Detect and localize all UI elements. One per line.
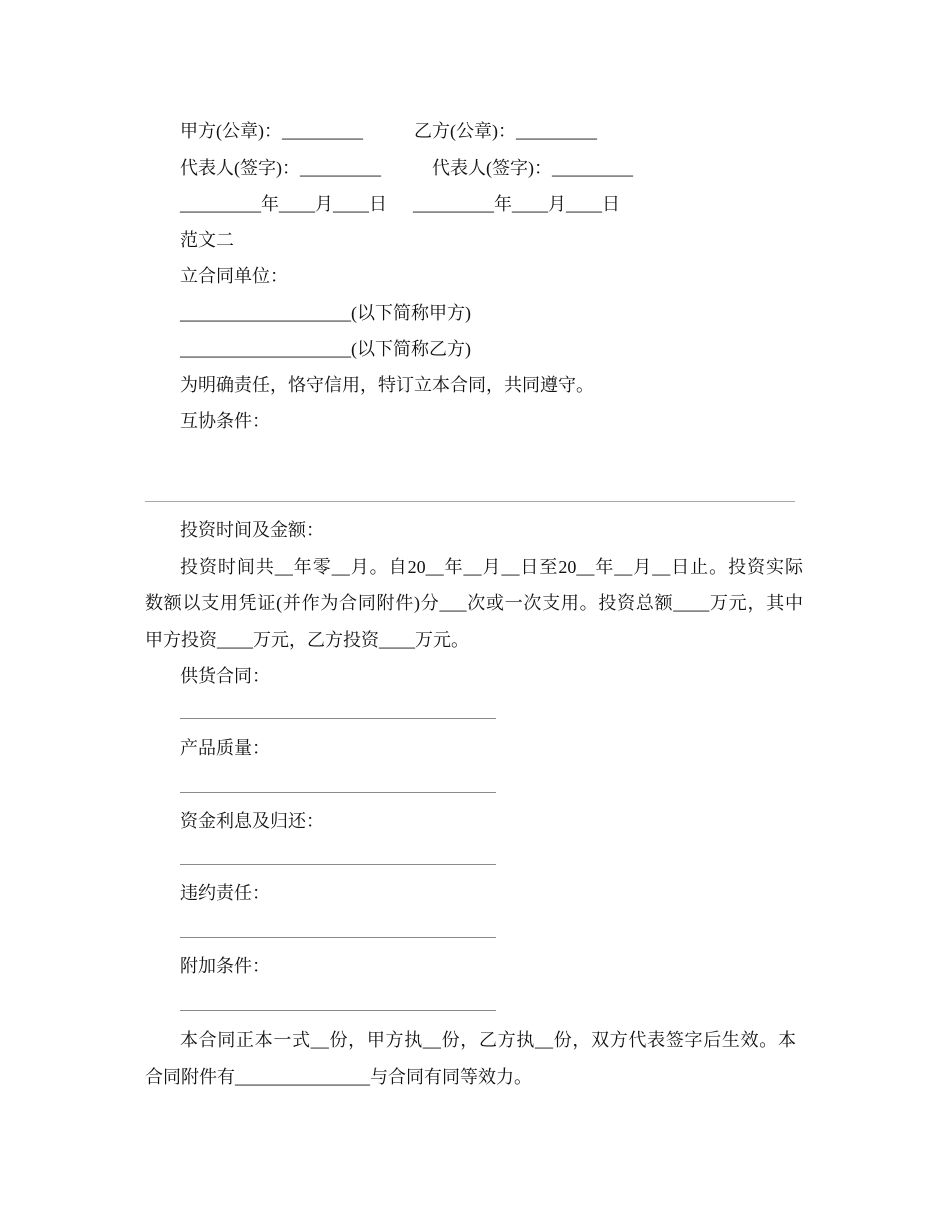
blank-line xyxy=(180,718,496,719)
party-a-seal-field: 甲方(公章)：_________ xyxy=(180,121,363,141)
clause-interest-repayment-label: 资金利息及归还： xyxy=(180,811,324,831)
contracting-parties-label: 立合同单位： xyxy=(180,266,288,286)
party-a-date-field: _________年____月____日 xyxy=(180,194,387,214)
mutual-terms-label: 互协条件： xyxy=(180,411,270,431)
clause-supply-contract-label: 供货合同： xyxy=(180,666,270,686)
blank-line xyxy=(180,792,496,793)
investment-paragraph-line: 甲方投资____万元，乙方投资____万元。 xyxy=(145,630,469,650)
clause-additional-terms-label: 附加条件： xyxy=(180,956,270,976)
party-b-name-line: ___________________(以下简称乙方) xyxy=(180,339,471,359)
party-a-name-line: ___________________(以下简称甲方) xyxy=(180,303,471,323)
contract-preamble: 为明确责任，恪守信用，特订立本合同，共同遵守。 xyxy=(180,375,594,395)
closing-paragraph-line: 本合同正本一式__份，甲方执__份，乙方执__份，双方代表签字后生效。本 xyxy=(180,1030,796,1050)
party-b-representative-field: 代表人(签字)：_________ xyxy=(432,158,633,178)
investment-paragraph-line: 投资时间共__年零__月。自20__年__月__日至20__年__月__日止。投资实际 xyxy=(180,557,803,577)
investment-paragraph-line: 数额以支用凭证(并作为合同附件)分___次或一次支用。投资总额____万元，其中 xyxy=(145,593,803,613)
section-divider xyxy=(145,501,795,502)
party-b-date-field: _________年____月____日 xyxy=(413,194,620,214)
closing-paragraph-line: 合同附件有_______________与合同有同等效力。 xyxy=(145,1067,532,1087)
clause-breach-liability-label: 违约责任： xyxy=(180,883,270,903)
blank-line xyxy=(180,1010,496,1011)
clause-product-quality-label: 产品质量： xyxy=(180,738,270,758)
blank-line xyxy=(180,864,496,865)
blank-line xyxy=(180,937,496,938)
investment-heading: 投资时间及金额： xyxy=(180,520,324,540)
party-b-seal-field: 乙方(公章)：_________ xyxy=(414,121,597,141)
sample-heading: 范文二 xyxy=(180,230,234,250)
party-a-representative-field: 代表人(签字)：_________ xyxy=(180,158,381,178)
